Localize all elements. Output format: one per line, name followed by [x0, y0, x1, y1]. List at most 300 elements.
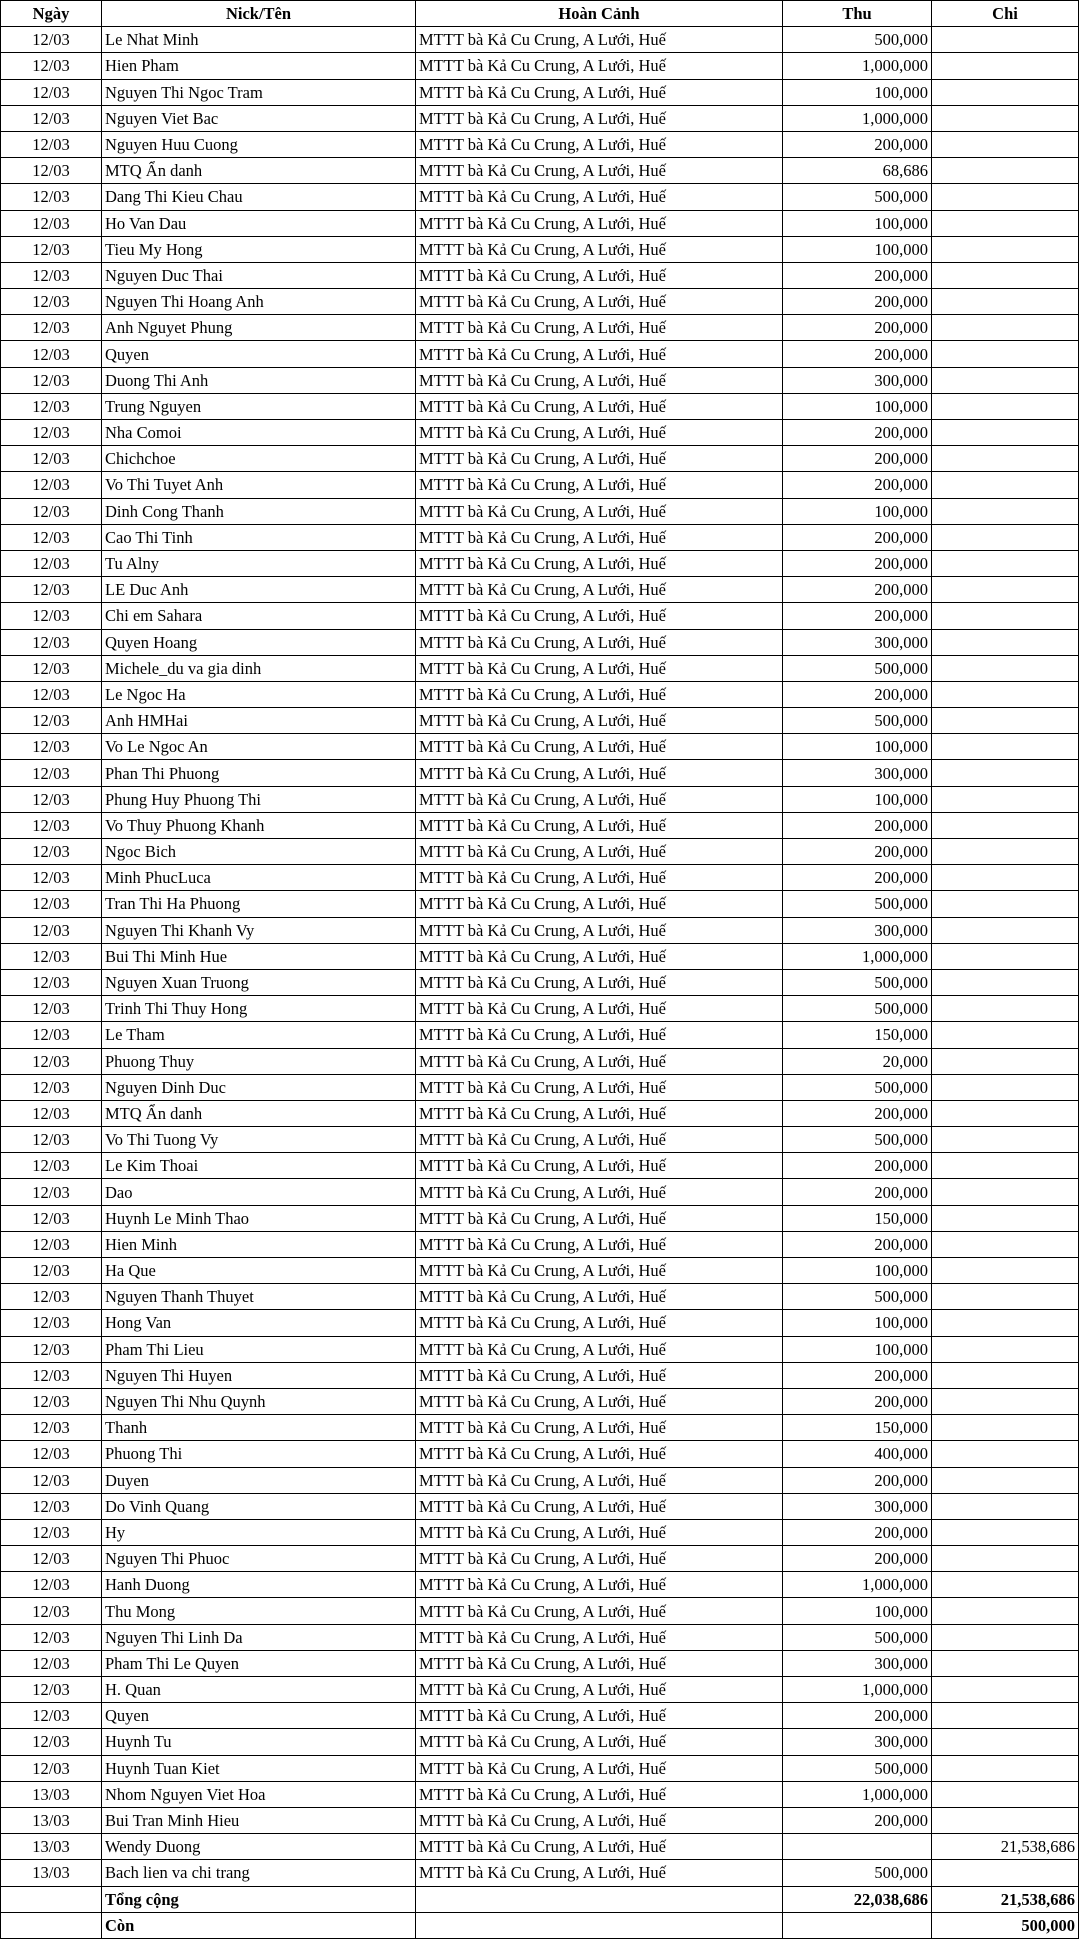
cell-date: 12/03	[1, 1415, 102, 1441]
table-row	[1, 1755, 1079, 1781]
cell-thu: 1,000,000	[783, 1781, 932, 1807]
cell-name: Nguyen Thi Phuoc	[102, 1546, 416, 1572]
cell-desc: MTTT bà Kả Cu Crung, A Lưới, Huế	[416, 550, 783, 576]
cell-date: 12/03	[1, 1546, 102, 1572]
table-row	[1, 1546, 1079, 1572]
cell-date: 13/03	[1, 1860, 102, 1886]
cell-thu: 150,000	[783, 1205, 932, 1231]
table-row	[1, 393, 1079, 419]
cell-chi	[932, 969, 1079, 995]
cell-desc: MTTT bà Kả Cu Crung, A Lưới, Huế	[416, 105, 783, 131]
cell-desc: MTTT bà Kả Cu Crung, A Lưới, Huế	[416, 1624, 783, 1650]
cell-chi	[932, 131, 1079, 157]
cell-thu: 100,000	[783, 210, 932, 236]
cell-desc: MTTT bà Kả Cu Crung, A Lưới, Huế	[416, 1546, 783, 1572]
header-chi: Chi	[932, 1, 1079, 27]
table-row	[1, 262, 1079, 288]
cell-thu: 500,000	[783, 1624, 932, 1650]
cell-thu: 300,000	[783, 1650, 932, 1676]
table-row	[1, 105, 1079, 131]
cell-name: Hong Van	[102, 1310, 416, 1336]
cell-date: 12/03	[1, 734, 102, 760]
cell-date: 12/03	[1, 708, 102, 734]
cell-desc: MTTT bà Kả Cu Crung, A Lưới, Huế	[416, 1441, 783, 1467]
cell-name: Huynh Tu	[102, 1729, 416, 1755]
cell-date: 12/03	[1, 472, 102, 498]
table-row	[1, 315, 1079, 341]
cell-desc: MTTT bà Kả Cu Crung, A Lưới, Huế	[416, 1074, 783, 1100]
cell-thu: 200,000	[783, 577, 932, 603]
cell-date: 12/03	[1, 1258, 102, 1284]
cell-desc: MTTT bà Kả Cu Crung, A Lưới, Huế	[416, 708, 783, 734]
cell-chi	[932, 341, 1079, 367]
table-row	[1, 1493, 1079, 1519]
cell-thu: 500,000	[783, 1860, 932, 1886]
cell-chi	[932, 1807, 1079, 1833]
cell-date: 12/03	[1, 655, 102, 681]
cell-chi	[932, 550, 1079, 576]
cell-chi	[932, 1677, 1079, 1703]
cell-name: Nguyen Viet Bac	[102, 105, 416, 131]
total-row	[1, 1886, 1079, 1912]
total-thu: 22,038,686	[783, 1886, 932, 1912]
cell-thu	[783, 1834, 932, 1860]
cell-chi	[932, 236, 1079, 262]
table-row	[1, 1572, 1079, 1598]
cell-chi	[932, 1336, 1079, 1362]
cell-chi	[932, 629, 1079, 655]
cell-desc: MTTT bà Kả Cu Crung, A Lưới, Huế	[416, 1127, 783, 1153]
cell-chi	[932, 734, 1079, 760]
cell-thu: 100,000	[783, 734, 932, 760]
cell-desc: MTTT bà Kả Cu Crung, A Lưới, Huế	[416, 917, 783, 943]
cell-thu: 200,000	[783, 524, 932, 550]
cell-name: Huynh Le Minh Thao	[102, 1205, 416, 1231]
cell-chi	[932, 1415, 1079, 1441]
cell-name: Hanh Duong	[102, 1572, 416, 1598]
table-row	[1, 1336, 1079, 1362]
cell-chi	[932, 655, 1079, 681]
cell-date: 12/03	[1, 577, 102, 603]
cell-thu: 200,000	[783, 603, 932, 629]
cell-name: Nguyen Thi Hoang Anh	[102, 289, 416, 315]
cell-date: 12/03	[1, 210, 102, 236]
cell-thu: 200,000	[783, 472, 932, 498]
cell-desc: MTTT bà Kả Cu Crung, A Lưới, Huế	[416, 1336, 783, 1362]
cell-chi	[932, 105, 1079, 131]
cell-thu: 100,000	[783, 236, 932, 262]
cell-name: Duong Thi Anh	[102, 367, 416, 393]
cell-desc: MTTT bà Kả Cu Crung, A Lưới, Huế	[416, 1755, 783, 1781]
cell-desc: MTTT bà Kả Cu Crung, A Lưới, Huế	[416, 1572, 783, 1598]
cell-chi	[932, 1231, 1079, 1257]
cell-date: 12/03	[1, 812, 102, 838]
cell-chi	[932, 1179, 1079, 1205]
cell-desc: MTTT bà Kả Cu Crung, A Lưới, Huế	[416, 1703, 783, 1729]
cell-date: 12/03	[1, 289, 102, 315]
cell-date: 12/03	[1, 786, 102, 812]
cell-desc: MTTT bà Kả Cu Crung, A Lưới, Huế	[416, 1781, 783, 1807]
cell-desc: MTTT bà Kả Cu Crung, A Lưới, Huế	[416, 420, 783, 446]
cell-chi	[932, 865, 1079, 891]
cell-name: Nguyen Thi Ngoc Tram	[102, 79, 416, 105]
cell-chi	[932, 1441, 1079, 1467]
cell-desc: MTTT bà Kả Cu Crung, A Lưới, Huế	[416, 1362, 783, 1388]
cell-desc: MTTT bà Kả Cu Crung, A Lưới, Huế	[416, 603, 783, 629]
cell-date: 12/03	[1, 1284, 102, 1310]
table-row	[1, 1467, 1079, 1493]
cell-desc: MTTT bà Kả Cu Crung, A Lưới, Huế	[416, 1310, 783, 1336]
remain-thu-cell	[783, 1912, 932, 1938]
table-row	[1, 1598, 1079, 1624]
cell-desc: MTTT bà Kả Cu Crung, A Lưới, Huế	[416, 1467, 783, 1493]
cell-date: 12/03	[1, 393, 102, 419]
cell-thu: 150,000	[783, 1022, 932, 1048]
cell-name: Ngoc Bich	[102, 839, 416, 865]
cell-desc: MTTT bà Kả Cu Crung, A Lưới, Huế	[416, 1677, 783, 1703]
header-name: Nick/Tên	[102, 1, 416, 27]
cell-thu: 200,000	[783, 839, 932, 865]
cell-name: Nguyen Thi Nhu Quynh	[102, 1388, 416, 1414]
cell-desc: MTTT bà Kả Cu Crung, A Lưới, Huế	[416, 1022, 783, 1048]
table-row	[1, 1807, 1079, 1833]
cell-thu: 100,000	[783, 1258, 932, 1284]
cell-thu: 300,000	[783, 1493, 932, 1519]
cell-chi	[932, 262, 1079, 288]
table-row	[1, 524, 1079, 550]
cell-date: 12/03	[1, 105, 102, 131]
cell-date: 12/03	[1, 524, 102, 550]
cell-chi	[932, 1022, 1079, 1048]
table-row	[1, 289, 1079, 315]
table-row	[1, 184, 1079, 210]
cell-desc: MTTT bà Kả Cu Crung, A Lưới, Huế	[416, 1834, 783, 1860]
cell-name: Thu Mong	[102, 1598, 416, 1624]
remain-row	[1, 1912, 1079, 1938]
cell-desc: MTTT bà Kả Cu Crung, A Lưới, Huế	[416, 315, 783, 341]
table-row	[1, 577, 1079, 603]
cell-desc: MTTT bà Kả Cu Crung, A Lưới, Huế	[416, 1284, 783, 1310]
cell-thu: 200,000	[783, 1153, 932, 1179]
table-row	[1, 1127, 1079, 1153]
table-row	[1, 655, 1079, 681]
cell-thu: 200,000	[783, 1362, 932, 1388]
cell-thu: 200,000	[783, 262, 932, 288]
cell-name: Anh HMHai	[102, 708, 416, 734]
cell-chi	[932, 760, 1079, 786]
cell-name: Phung Huy Phuong Thi	[102, 786, 416, 812]
cell-desc: MTTT bà Kả Cu Crung, A Lưới, Huế	[416, 446, 783, 472]
cell-date: 12/03	[1, 1598, 102, 1624]
cell-desc: MTTT bà Kả Cu Crung, A Lưới, Huế	[416, 1231, 783, 1257]
cell-thu: 500,000	[783, 969, 932, 995]
cell-name: Duyen	[102, 1467, 416, 1493]
cell-chi	[932, 1127, 1079, 1153]
cell-thu: 68,686	[783, 158, 932, 184]
cell-desc: MTTT bà Kả Cu Crung, A Lưới, Huế	[416, 996, 783, 1022]
cell-thu: 500,000	[783, 1074, 932, 1100]
cell-chi: 21,538,686	[932, 1834, 1079, 1860]
cell-name: LE Duc Anh	[102, 577, 416, 603]
cell-thu: 200,000	[783, 550, 932, 576]
cell-desc: MTTT bà Kả Cu Crung, A Lưới, Huế	[416, 1729, 783, 1755]
cell-date: 12/03	[1, 367, 102, 393]
cell-chi	[932, 1048, 1079, 1074]
cell-date: 12/03	[1, 1310, 102, 1336]
cell-date: 12/03	[1, 1624, 102, 1650]
cell-name: Nguyen Xuan Truong	[102, 969, 416, 995]
cell-date: 12/03	[1, 943, 102, 969]
cell-date: 13/03	[1, 1807, 102, 1833]
cell-date: 12/03	[1, 1519, 102, 1545]
table-row	[1, 1153, 1079, 1179]
table-row	[1, 210, 1079, 236]
cell-chi	[932, 1519, 1079, 1545]
cell-name: Nguyen Dinh Duc	[102, 1074, 416, 1100]
cell-name: Chi em Sahara	[102, 603, 416, 629]
cell-date: 12/03	[1, 315, 102, 341]
cell-thu: 500,000	[783, 184, 932, 210]
cell-thu: 150,000	[783, 1415, 932, 1441]
table-row	[1, 839, 1079, 865]
cell-date: 12/03	[1, 236, 102, 262]
cell-desc: MTTT bà Kả Cu Crung, A Lưới, Huế	[416, 1048, 783, 1074]
table-row	[1, 1860, 1079, 1886]
cell-chi	[932, 1729, 1079, 1755]
cell-thu: 100,000	[783, 498, 932, 524]
cell-date: 12/03	[1, 420, 102, 446]
cell-date: 12/03	[1, 681, 102, 707]
cell-chi	[932, 603, 1079, 629]
cell-name: Cao Thi Tinh	[102, 524, 416, 550]
cell-chi	[932, 812, 1079, 838]
cell-desc: MTTT bà Kả Cu Crung, A Lưới, Huế	[416, 210, 783, 236]
cell-desc: MTTT bà Kả Cu Crung, A Lưới, Huế	[416, 393, 783, 419]
table-row	[1, 734, 1079, 760]
cell-desc: MTTT bà Kả Cu Crung, A Lưới, Huế	[416, 1415, 783, 1441]
cell-thu: 500,000	[783, 655, 932, 681]
ledger-body	[1, 27, 1079, 1886]
cell-date: 12/03	[1, 1362, 102, 1388]
cell-name: Le Tham	[102, 1022, 416, 1048]
cell-desc: MTTT bà Kả Cu Crung, A Lưới, Huế	[416, 1807, 783, 1833]
cell-chi	[932, 367, 1079, 393]
cell-date: 12/03	[1, 1205, 102, 1231]
cell-desc: MTTT bà Kả Cu Crung, A Lưới, Huế	[416, 1860, 783, 1886]
table-row	[1, 1781, 1079, 1807]
cell-date: 12/03	[1, 1388, 102, 1414]
cell-desc: MTTT bà Kả Cu Crung, A Lưới, Huế	[416, 629, 783, 655]
cell-name: Phuong Thuy	[102, 1048, 416, 1074]
cell-desc: MTTT bà Kả Cu Crung, A Lưới, Huế	[416, 262, 783, 288]
cell-date: 12/03	[1, 1153, 102, 1179]
cell-date: 12/03	[1, 603, 102, 629]
cell-thu: 100,000	[783, 1336, 932, 1362]
cell-desc: MTTT bà Kả Cu Crung, A Lưới, Huế	[416, 1258, 783, 1284]
cell-chi	[932, 891, 1079, 917]
table-row	[1, 786, 1079, 812]
cell-thu: 400,000	[783, 1441, 932, 1467]
cell-chi	[932, 943, 1079, 969]
cell-thu: 200,000	[783, 1100, 932, 1126]
cell-chi	[932, 79, 1079, 105]
table-row	[1, 1074, 1079, 1100]
cell-desc: MTTT bà Kả Cu Crung, A Lưới, Huế	[416, 681, 783, 707]
table-row	[1, 1048, 1079, 1074]
remain-chi: 500,000	[932, 1912, 1079, 1938]
table-row	[1, 131, 1079, 157]
table-row	[1, 1834, 1079, 1860]
cell-chi	[932, 917, 1079, 943]
cell-name: Nguyen Thi Huyen	[102, 1362, 416, 1388]
cell-chi	[932, 1362, 1079, 1388]
table-row	[1, 681, 1079, 707]
cell-name: Hien Pham	[102, 53, 416, 79]
cell-desc: MTTT bà Kả Cu Crung, A Lưới, Huế	[416, 786, 783, 812]
cell-chi	[932, 839, 1079, 865]
cell-chi	[932, 289, 1079, 315]
cell-chi	[932, 708, 1079, 734]
cell-thu: 500,000	[783, 1284, 932, 1310]
cell-desc: MTTT bà Kả Cu Crung, A Lưới, Huế	[416, 184, 783, 210]
cell-name: Nguyen Thi Khanh Vy	[102, 917, 416, 943]
cell-name: MTQ Ẩn danh	[102, 158, 416, 184]
cell-desc: MTTT bà Kả Cu Crung, A Lưới, Huế	[416, 865, 783, 891]
cell-date: 12/03	[1, 341, 102, 367]
cell-chi	[932, 1284, 1079, 1310]
cell-desc: MTTT bà Kả Cu Crung, A Lưới, Huế	[416, 1650, 783, 1676]
table-row	[1, 1022, 1079, 1048]
cell-thu: 1,000,000	[783, 53, 932, 79]
cell-chi	[932, 420, 1079, 446]
total-desc-cell	[416, 1886, 783, 1912]
cell-thu: 200,000	[783, 865, 932, 891]
cell-chi	[932, 1598, 1079, 1624]
cell-date: 12/03	[1, 498, 102, 524]
cell-desc: MTTT bà Kả Cu Crung, A Lưới, Huế	[416, 79, 783, 105]
cell-name: Michele_du va gia dinh	[102, 655, 416, 681]
cell-thu: 200,000	[783, 1388, 932, 1414]
cell-name: Trung Nguyen	[102, 393, 416, 419]
table-row	[1, 917, 1079, 943]
table-row	[1, 1388, 1079, 1414]
cell-chi	[932, 996, 1079, 1022]
cell-chi	[932, 472, 1079, 498]
cell-name: Minh PhucLuca	[102, 865, 416, 891]
table-row	[1, 341, 1079, 367]
table-row	[1, 1100, 1079, 1126]
header-date: Ngày	[1, 1, 102, 27]
cell-date: 12/03	[1, 996, 102, 1022]
cell-chi	[932, 1546, 1079, 1572]
cell-name: Vo Le Ngoc An	[102, 734, 416, 760]
cell-date: 13/03	[1, 1781, 102, 1807]
cell-thu: 300,000	[783, 367, 932, 393]
cell-desc: MTTT bà Kả Cu Crung, A Lưới, Huế	[416, 891, 783, 917]
table-row	[1, 158, 1079, 184]
cell-name: Le Kim Thoai	[102, 1153, 416, 1179]
cell-thu: 200,000	[783, 1546, 932, 1572]
cell-thu: 1,000,000	[783, 1572, 932, 1598]
cell-name: Dinh Cong Thanh	[102, 498, 416, 524]
cell-desc: MTTT bà Kả Cu Crung, A Lưới, Huế	[416, 577, 783, 603]
table-row	[1, 53, 1079, 79]
cell-name: Pham Thi Lieu	[102, 1336, 416, 1362]
table-row	[1, 498, 1079, 524]
cell-name: Tran Thi Ha Phuong	[102, 891, 416, 917]
table-row	[1, 1519, 1079, 1545]
cell-date: 12/03	[1, 1022, 102, 1048]
cell-date: 12/03	[1, 1755, 102, 1781]
cell-desc: MTTT bà Kả Cu Crung, A Lưới, Huế	[416, 1179, 783, 1205]
cell-chi	[932, 1205, 1079, 1231]
cell-name: Le Nhat Minh	[102, 27, 416, 53]
table-row	[1, 1650, 1079, 1676]
cell-thu: 200,000	[783, 1231, 932, 1257]
cell-name: Phuong Thi	[102, 1441, 416, 1467]
cell-date: 12/03	[1, 1127, 102, 1153]
table-row	[1, 996, 1079, 1022]
header-thu: Thu	[783, 1, 932, 27]
table-row	[1, 969, 1079, 995]
cell-date: 12/03	[1, 1048, 102, 1074]
table-row	[1, 891, 1079, 917]
table-row	[1, 367, 1079, 393]
cell-thu: 200,000	[783, 1703, 932, 1729]
cell-name: Wendy Duong	[102, 1834, 416, 1860]
cell-chi	[932, 184, 1079, 210]
cell-date: 12/03	[1, 158, 102, 184]
cell-desc: MTTT bà Kả Cu Crung, A Lưới, Huế	[416, 498, 783, 524]
cell-thu: 100,000	[783, 79, 932, 105]
cell-chi	[932, 1100, 1079, 1126]
table-row	[1, 760, 1079, 786]
cell-name: Quyen	[102, 341, 416, 367]
cell-chi	[932, 53, 1079, 79]
cell-date: 12/03	[1, 1179, 102, 1205]
cell-chi	[932, 1650, 1079, 1676]
cell-desc: MTTT bà Kả Cu Crung, A Lưới, Huế	[416, 969, 783, 995]
cell-date: 12/03	[1, 1729, 102, 1755]
cell-date: 12/03	[1, 917, 102, 943]
cell-thu: 200,000	[783, 1467, 932, 1493]
cell-date: 12/03	[1, 79, 102, 105]
cell-thu: 100,000	[783, 393, 932, 419]
cell-chi	[932, 1755, 1079, 1781]
cell-name: Nguyen Duc Thai	[102, 262, 416, 288]
cell-chi	[932, 1388, 1079, 1414]
cell-thu: 300,000	[783, 1729, 932, 1755]
cell-chi	[932, 315, 1079, 341]
cell-name: Tu Alny	[102, 550, 416, 576]
cell-name: Bach lien va chi trang	[102, 1860, 416, 1886]
cell-name: Bui Tran Minh Hieu	[102, 1807, 416, 1833]
cell-chi	[932, 1074, 1079, 1100]
cell-thu: 300,000	[783, 917, 932, 943]
cell-chi	[932, 158, 1079, 184]
header-desc: Hoàn Cảnh	[416, 1, 783, 27]
cell-desc: MTTT bà Kả Cu Crung, A Lưới, Huế	[416, 1598, 783, 1624]
cell-date: 12/03	[1, 1572, 102, 1598]
cell-date: 12/03	[1, 1074, 102, 1100]
cell-thu: 20,000	[783, 1048, 932, 1074]
cell-thu: 500,000	[783, 1127, 932, 1153]
cell-desc: MTTT bà Kả Cu Crung, A Lưới, Huế	[416, 1493, 783, 1519]
cell-thu: 200,000	[783, 289, 932, 315]
cell-name: Anh Nguyet Phung	[102, 315, 416, 341]
table-row	[1, 79, 1079, 105]
table-row	[1, 236, 1079, 262]
